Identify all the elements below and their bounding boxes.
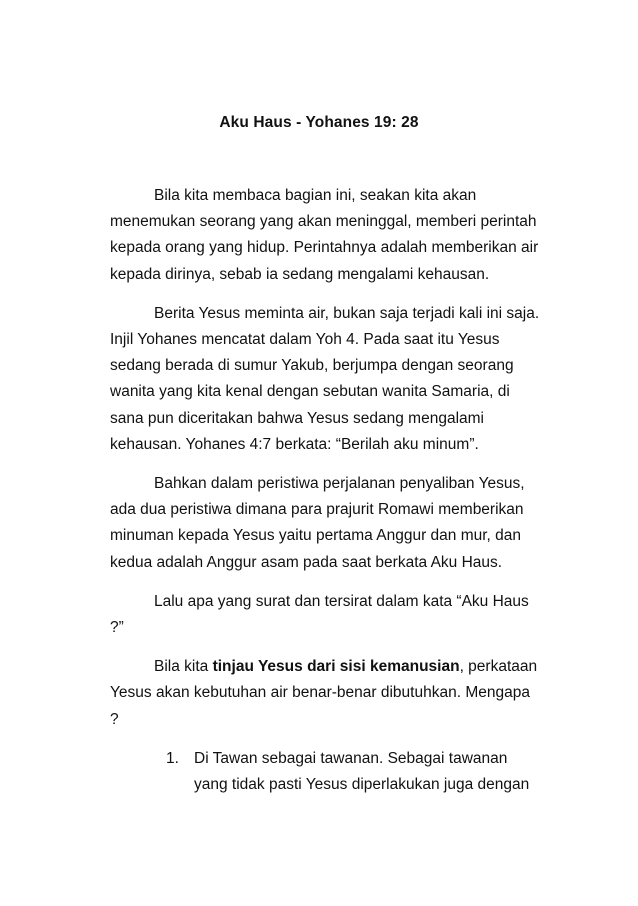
paragraph-2: Berita Yesus meminta air, bukan saja terjadi kali ini saja. Injil Yohanes mencatat dalam Yoh 4. Pada saat itu Yesus sedang berada di sumur Yakub, berjumpa dengan seorang wanita yang kita kenal dengan sebutan wanita Samaria, di sana pun diceritakan bahwa Yesus sedang mengalami kehausan. Yohanes 4:7 berkata: “Berilah aku minum”. <box>110 304 540 453</box>
paragraph-1: Bila kita membaca bagian ini, seakan kita akan menemukan seorang yang akan meninggal, memberi perintah kepada orang yang hidup. Perintahnya adalah memberikan air kepada dirinya, sebab ia sedang mengalami kehausan. <box>110 187 539 283</box>
document-body <box>110 183 540 798</box>
list-item <box>110 746 540 798</box>
paragraph-4: Lalu apa yang surat dan tersirat dalam kata “Aku Haus ?” <box>110 592 529 637</box>
paragraph-5-after: , perkataan Yesus akan kebutuhan air benar-benar dibutuhkan. Mengapa ? <box>110 658 538 728</box>
document-title: Aku Haus - Yohanes 19: 28 <box>219 114 419 131</box>
paragraph-5-bold: tinjau Yesus dari sisi kemanusian <box>212 658 460 676</box>
numbered-list <box>110 746 540 798</box>
list-item-number: 1. <box>166 749 179 767</box>
list-item-text: Di Tawan sebagai tawanan. Sebagai tawanan yang tidak pasti Yesus diperlakukan juga dengan <box>194 749 530 794</box>
paragraph-3: Bahkan dalam peristiwa perjalanan penyaliban Yesus, ada dua peristiwa dimana para prajurit Romawi memberikan minuman kepada Yesus yaitu pertama Anggur dan mur, dan kedua adalah Anggur asam pada saat berkata Aku Haus. <box>110 475 525 571</box>
paragraph-5-before: Bila kita <box>154 658 213 676</box>
paragraph-5 <box>110 654 540 733</box>
